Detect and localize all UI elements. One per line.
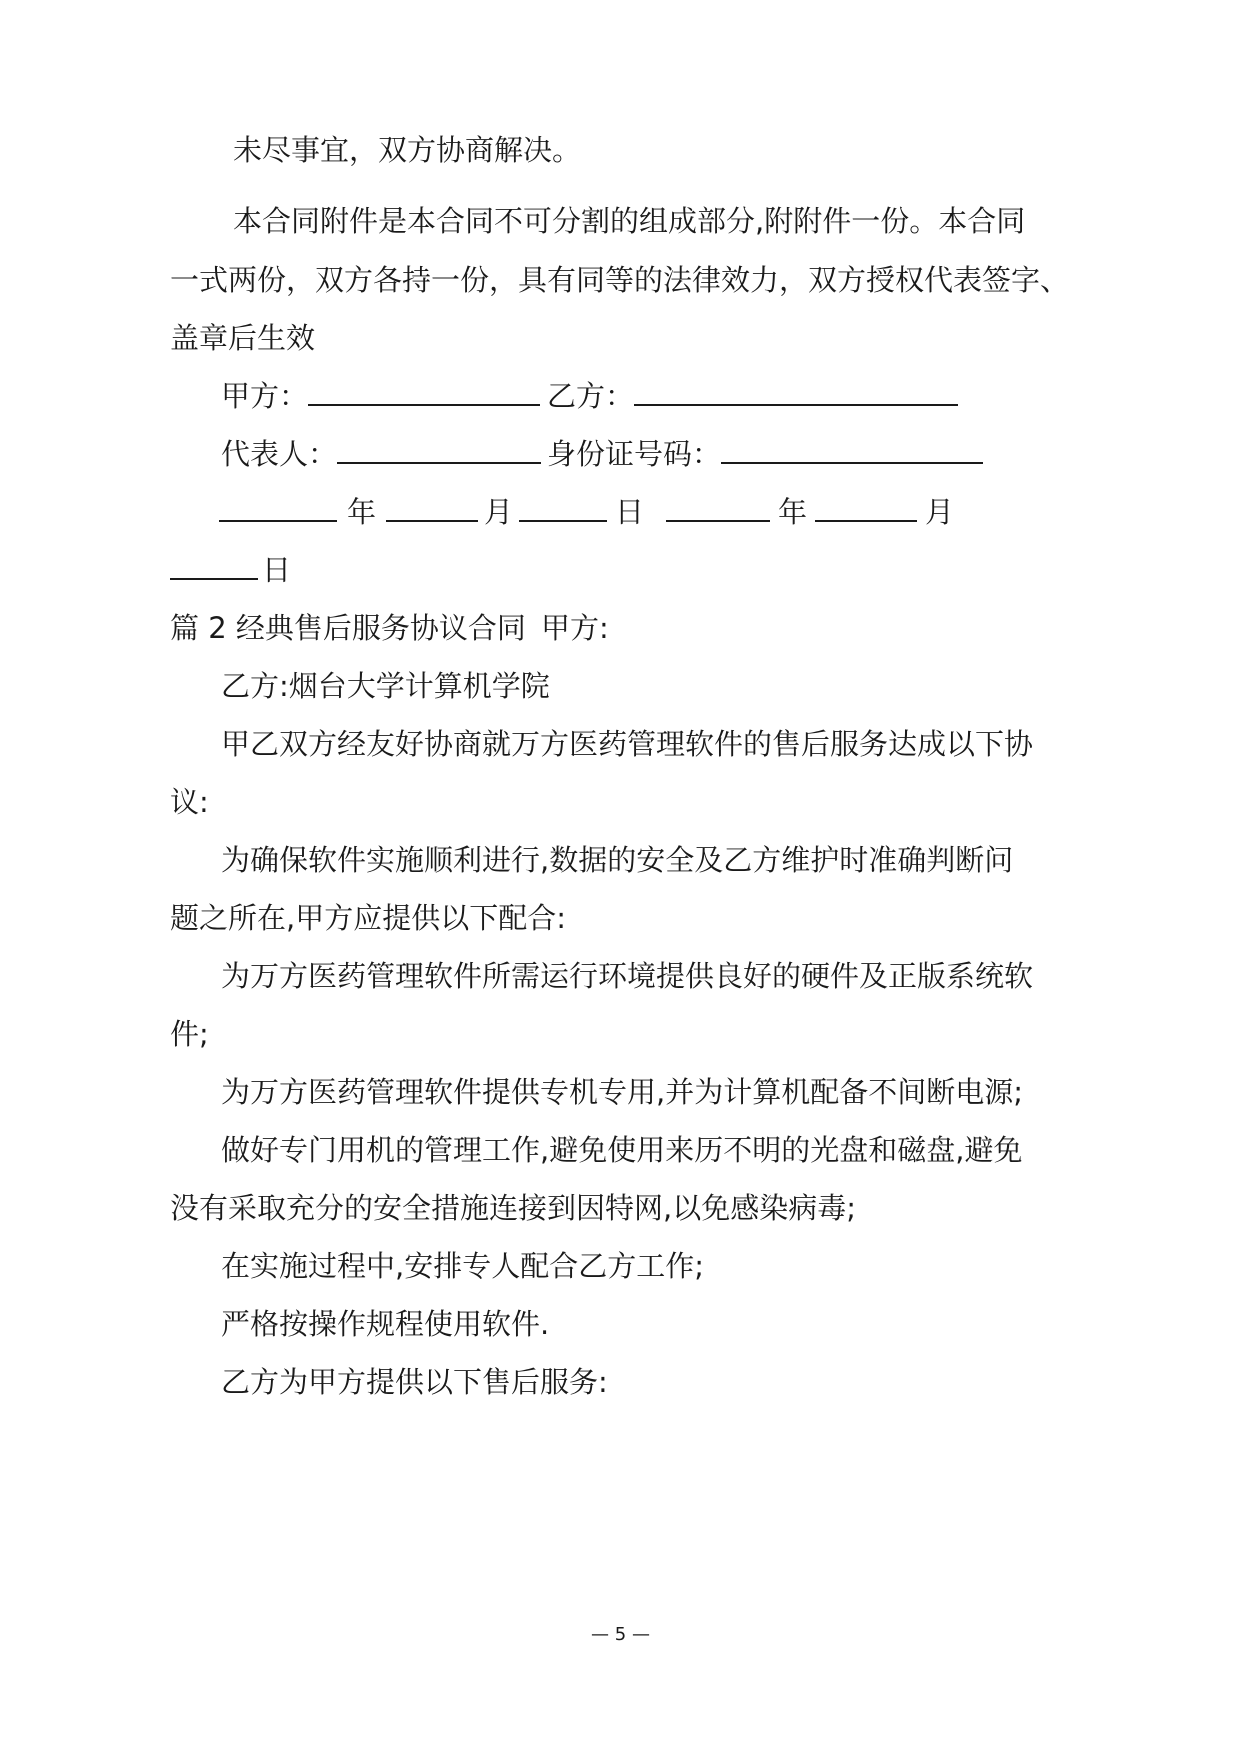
day-a-label: 日: [615, 495, 645, 529]
page-number: — 5 —: [591, 1624, 650, 1645]
paragraph-unresolved-matters: 未尽事宜，双方协商解决。: [233, 133, 582, 167]
year-a-blank[interactable]: [219, 494, 337, 522]
paragraph-dedicated-machine: 为万方医药管理软件提供专机专用,并为计算机配备不间断电源;: [221, 1075, 1023, 1109]
date-row-party-b: [666, 492, 954, 532]
day-b-blank[interactable]: [170, 552, 258, 580]
party-a-blank[interactable]: [308, 378, 540, 406]
paragraph-hardware-line-1: 为万方医药管理软件所需运行环境提供良好的硬件及正版系统软: [221, 959, 1034, 993]
month-b-blank[interactable]: [815, 494, 917, 522]
month-b-label: 月: [925, 495, 955, 529]
representative-row: [221, 434, 541, 474]
section-2-party-a: 甲方:: [541, 611, 609, 645]
paragraph-operation-rules: 严格按操作规程使用软件.: [221, 1307, 550, 1341]
section-2-party-b: 乙方:烟台大学计算机学院: [221, 669, 550, 703]
section-2-heading: 篇 2 经典售后服务协议合同: [170, 611, 526, 645]
paragraph-agreement-line-2: 议:: [170, 785, 209, 819]
paragraph-cooperation-line-1: 为确保软件实施顺利进行,数据的安全及乙方维护时准确判断问: [221, 843, 1014, 877]
id-number-blank[interactable]: [721, 436, 983, 464]
paragraph-cooperation-line-2: 题之所在,甲方应提供以下配合:: [170, 901, 566, 935]
party-b-blank[interactable]: [634, 378, 958, 406]
day-b-label: 日: [262, 553, 292, 587]
party-a-label: 甲方：: [221, 379, 309, 413]
id-number-label: 身份证号码：: [547, 437, 722, 471]
party-b-label: 乙方：: [547, 379, 635, 413]
date-row-continued: [170, 550, 291, 590]
paragraph-staff: 在实施过程中,安排专人配合乙方工作;: [221, 1249, 704, 1283]
paragraph-hardware-line-2: 件;: [170, 1017, 209, 1051]
year-a-label: 年: [347, 495, 377, 529]
id-number-row: [547, 434, 983, 474]
signature-party-a-row: [221, 376, 540, 416]
month-a-label: 月: [484, 495, 514, 529]
paragraph-attachment-line-3: 盖章后生效: [170, 321, 316, 355]
paragraph-after-sales-intro: 乙方为甲方提供以下售后服务:: [221, 1365, 608, 1399]
paragraph-attachment-line-2: 一式两份，双方各持一份，具有同等的法律效力，双方授权代表签字、: [170, 263, 1070, 297]
day-a-blank[interactable]: [519, 494, 607, 522]
month-a-blank[interactable]: [386, 494, 478, 522]
year-b-label: 年: [778, 495, 808, 529]
paragraph-management-line-1: 做好专门用机的管理工作,避免使用来历不明的光盘和磁盘,避免: [221, 1133, 1023, 1167]
date-row-party-a: [219, 492, 644, 532]
representative-blank[interactable]: [337, 436, 541, 464]
year-b-blank[interactable]: [666, 494, 770, 522]
representative-label: 代表人：: [221, 437, 338, 471]
signature-party-b-row: [547, 376, 958, 416]
paragraph-attachment-line-1: 本合同附件是本合同不可分割的组成部分,附附件一份。本合同: [233, 204, 1026, 238]
paragraph-management-line-2: 没有采取充分的安全措施连接到因特网,以免感染病毒;: [170, 1191, 856, 1225]
paragraph-agreement-line-1: 甲乙双方经友好协商就万方医药管理软件的售后服务达成以下协: [221, 727, 1034, 761]
